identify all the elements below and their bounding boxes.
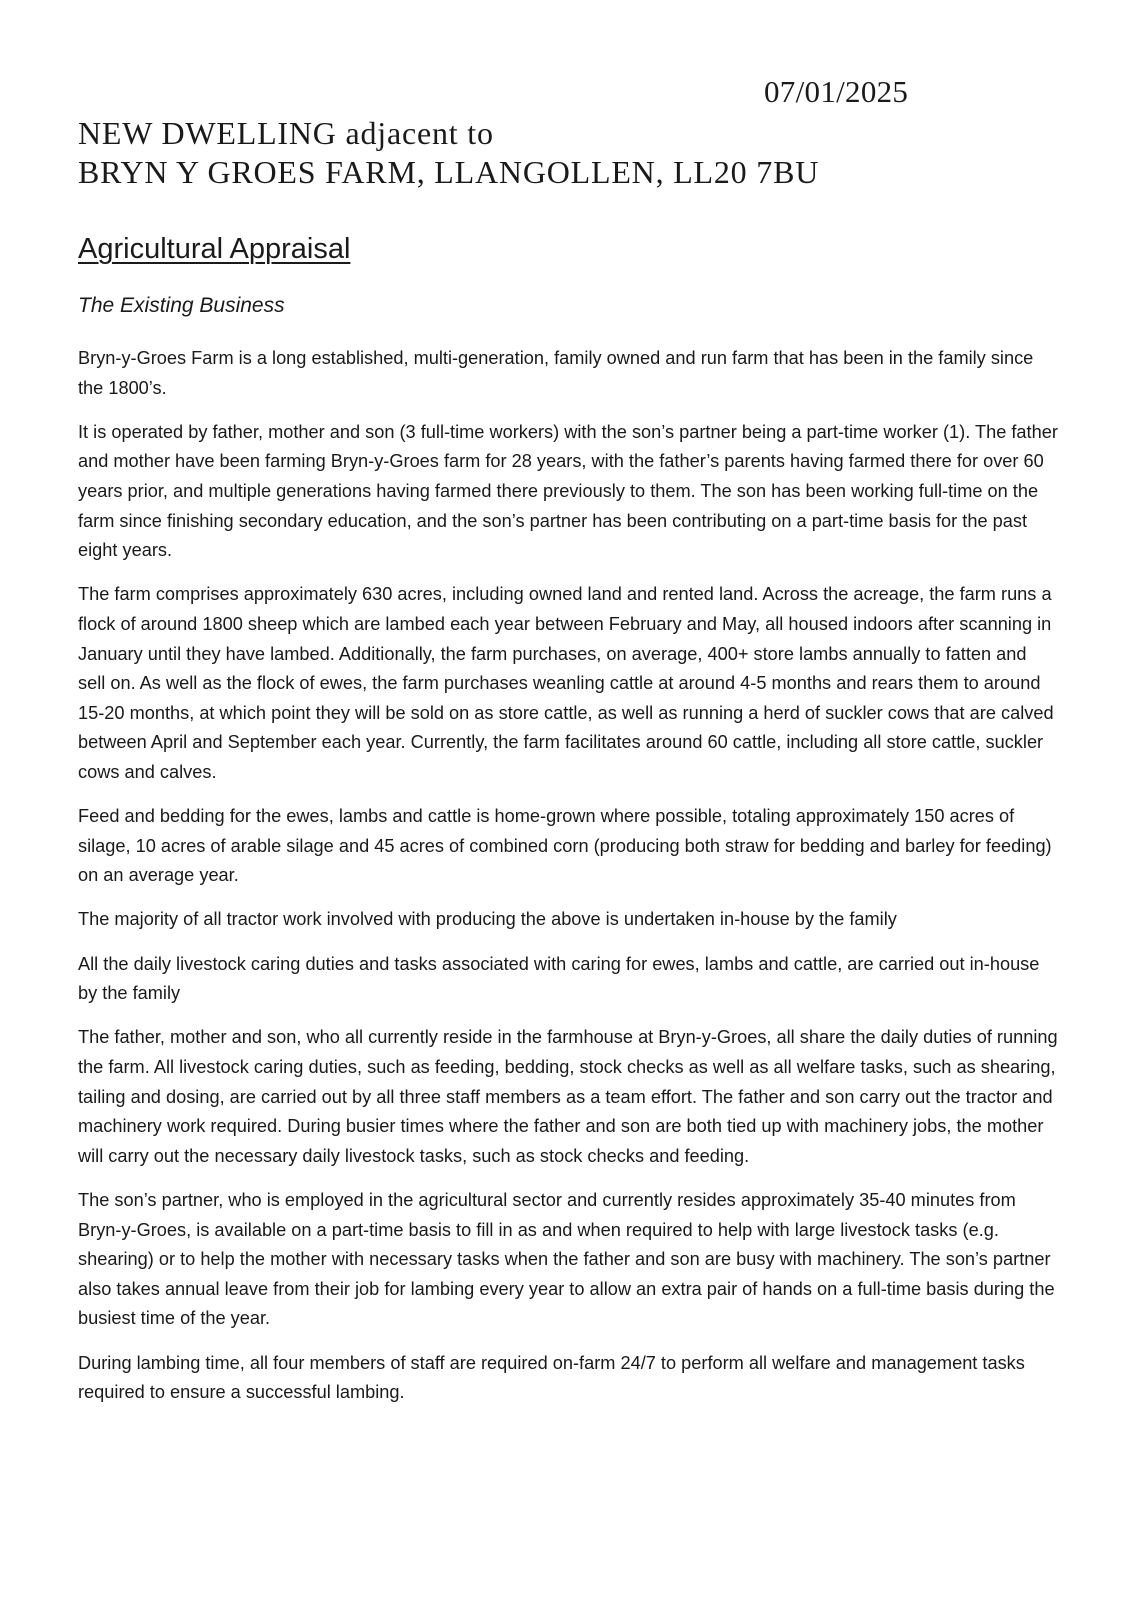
paragraph-partner: The son’s partner, who is employed in the agricultural sector and currently resides approximately 35-40 minutes from Bryn-y-Groes, is available on a part-time basis to fill in as and when required to help with large livestock tasks (e.g. shearing) or to help the mother with necessary tasks when the father and son are busy with machinery. The son’s partner also takes annual leave from their job for lambing every year to allow an extra pair of hands on a full-time basis during the busiest time of the year. (78, 1190, 1055, 1329)
paragraph-workers: It is operated by father, mother and son (3 full-time workers) with the son’s partner being a part-time worker (1). The father and mother have been farming Bryn-y-Groes farm for 28 years, with the father’s parents having farmed there for over 60 years prior, and multiple generations having farmed there previously to them. The son has been working full-time on the farm since finishing secondary education, and the son’s partner has been contributing on a part-time basis for the past eight years. (78, 421, 1058, 561)
paragraph-daily-duties: The father, mother and son, who all currently reside in the farmhouse at Bryn-y-Groes, all share the daily duties of running the farm. All livestock caring duties, such as feeding, bedding, stock checks as well as all welfare tasks, such as shearing, tailing and dosing, are carried out by all three staff members as a team effort. The father and son carry out the tractor and machinery work required. During busier times where the father and son are both tied up with machinery jobs, the mother will carry out the necessary daily livestock tasks, such as stock checks and feeding. (78, 1027, 1058, 1166)
section-heading: Agricultural Appraisal (78, 233, 351, 265)
section-subheading: The Existing Business (78, 294, 285, 317)
paragraph-farm-size: The farm comprises approximately 630 acres, including owned land and rented land. Across the acreage, the farm runs a flock of around 1800 sheep which are lambed each year between February and May, all housed indoors after scanning in January until they have lambed. Additionally, the farm purchases, on average, 400+ store lambs annually to fatten and sell on. As well as the flock of ewes, the farm purchases weanling cattle at around 4-5 months and rears them to around 15-20 months, at which point they will be sold on as store cattle, as well as running a herd of suckler cows that are calved between April and September each year. Currently, the farm facilitates around 60 cattle, including all store cattle, suckler cows and calves. (78, 584, 1054, 782)
paragraph-livestock-duties: All the daily livestock caring duties and tasks associated with caring for ewes, lambs and cattle, are carried out in-house by the family (78, 953, 1040, 1004)
document-title (78, 114, 819, 192)
paragraph-lambing: During lambing time, all four members of staff are required on-farm 24/7 to perform all welfare and management tasks required to ensure a successful lambing. (78, 1352, 1025, 1403)
document-date: 07/01/2025 (764, 74, 909, 109)
paragraph-feed-bedding: Feed and bedding for the ewes, lambs and cattle is home-grown where possible, totaling approximately 150 acres of silage, 10 acres of arable silage and 45 acres of combined corn (producing both straw for bedding and barley for feeding) on an average year. (78, 806, 1052, 886)
paragraph-tractor-work: The majority of all tractor work involved with producing the above is undertaken in-house by the family (78, 909, 897, 930)
document-body (78, 344, 1058, 1422)
paragraph-history: Bryn-y-Groes Farm is a long established, multi-generation, family owned and run farm that has been in the family since the 1800’s. (78, 348, 1034, 398)
title-line-2: BRYN Y GROES FARM, LLANGOLLEN, LL20 7BU (78, 154, 820, 190)
title-line-1: NEW DWELLING adjacent to (78, 115, 494, 151)
